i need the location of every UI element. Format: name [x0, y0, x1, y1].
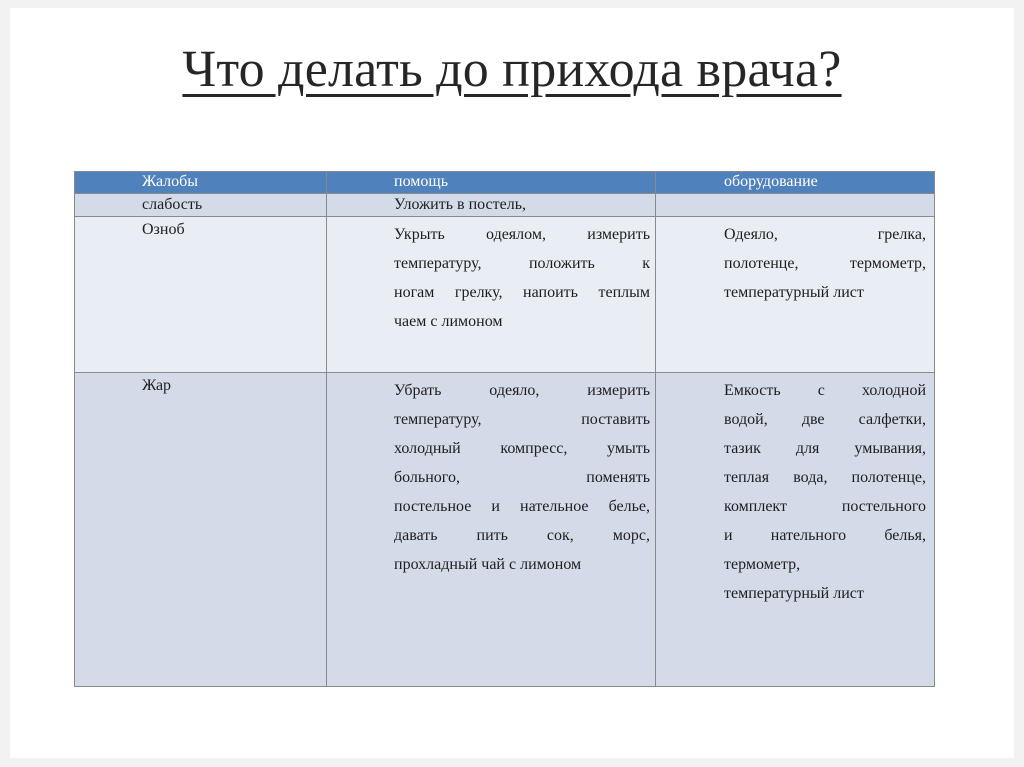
care-table — [74, 171, 935, 687]
help-line: давать пить сок, морс, — [394, 527, 650, 544]
table-row — [75, 217, 935, 373]
header-help: помощь — [327, 172, 656, 194]
complaint-cell: слабость — [75, 194, 327, 217]
equipment-line: теплая вода, полотенце, — [724, 469, 926, 486]
help-line: прохладный чай с лимоном — [394, 556, 582, 573]
equipment-line: комплект постельного — [724, 498, 926, 515]
equipment-cell — [656, 217, 935, 373]
equipment-line: тазик для умывания, — [724, 440, 926, 457]
help-cell — [327, 217, 656, 373]
table-row — [75, 194, 935, 217]
equipment-line: полотенце, термометр, — [724, 255, 926, 272]
equipment-cell — [656, 194, 935, 217]
equipment-line: и нательного белья, — [724, 527, 926, 544]
help-line: Убрать одеяло, измерить — [394, 382, 650, 399]
help-cell: Уложить в постель, — [327, 194, 656, 217]
equipment-line: термометр, — [724, 556, 801, 573]
equipment-line: водой, две салфетки, — [724, 411, 926, 428]
help-line: температуру, поставить — [394, 411, 650, 428]
header-equipment: оборудование — [656, 172, 935, 194]
table-row — [75, 373, 935, 687]
help-line: температуру, положить к — [394, 255, 650, 272]
help-line: чаем с лимоном — [394, 313, 503, 330]
help-line: больного, поменять — [394, 469, 650, 486]
equipment-line: температурный лист — [724, 284, 864, 301]
complaint-cell: Озноб — [75, 217, 327, 373]
equipment-line: температурный лист — [724, 585, 864, 602]
equipment-line: Одеяло, грелка, — [724, 226, 926, 243]
help-line: постельное и нательное белье, — [394, 498, 650, 515]
equipment-cell — [656, 373, 935, 687]
slide-title: Что делать до прихода врача? — [182, 41, 842, 98]
help-cell — [327, 373, 656, 687]
equipment-line: Емкость с холодной — [724, 382, 926, 399]
complaint-cell: Жар — [75, 373, 327, 687]
table-header-row — [75, 172, 935, 194]
help-line: Укрыть одеялом, измерить — [394, 226, 650, 243]
header-complaints: Жалобы — [75, 172, 327, 194]
help-line: холодный компресс, умыть — [394, 440, 650, 457]
help-line: ногам грелку, напоить теплым — [394, 284, 650, 301]
